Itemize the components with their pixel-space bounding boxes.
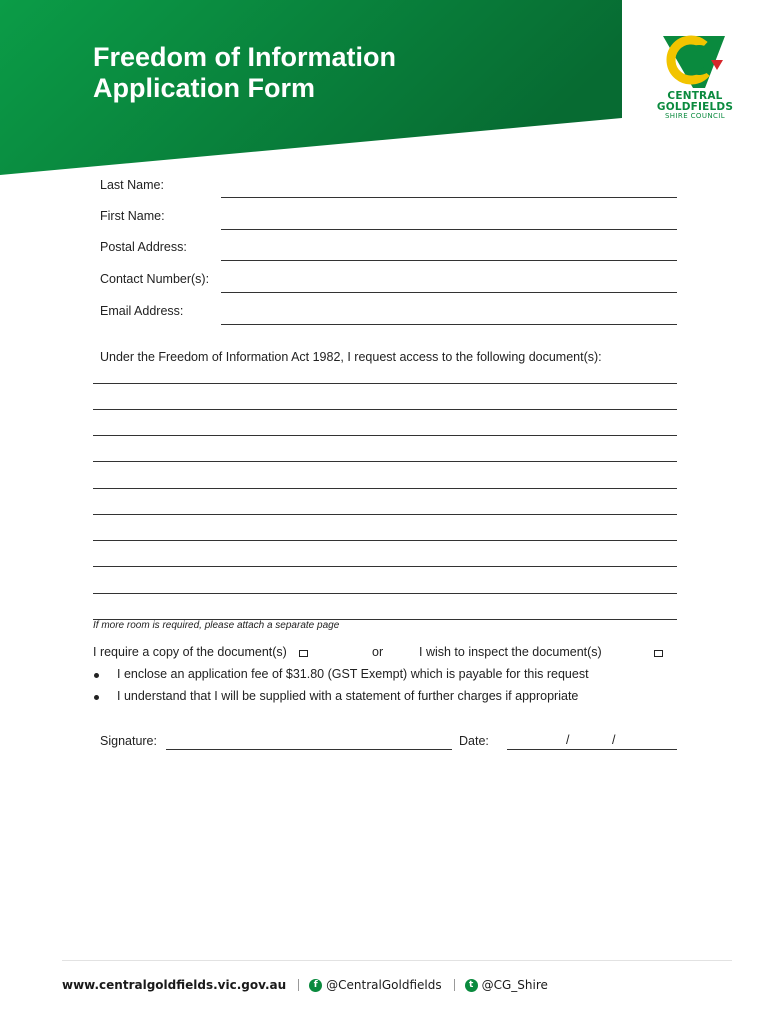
signature-label: Signature: [100,734,157,748]
first-name-label: First Name: [100,209,165,223]
facebook-handle[interactable]: @CentralGoldfields [326,978,442,992]
footer-divider [62,960,732,961]
request-line[interactable] [93,566,677,567]
request-line[interactable] [93,409,677,410]
request-line[interactable] [93,461,677,462]
email-address-label: Email Address: [100,304,184,318]
footer [62,975,548,995]
signature-field[interactable] [166,749,452,750]
twitter-icon: t [465,979,478,992]
inspect-option-label: I wish to inspect the document(s) [419,645,602,659]
date-field[interactable] [507,749,677,750]
first-name-field[interactable] [221,229,677,230]
last-name-label: Last Name: [100,178,164,192]
request-statement: Under the Freedom of Information Act 1982, I request access to the following document(s): [100,350,602,364]
extra-room-note: If more room is required, please attach a separate page [93,620,340,631]
copy-option-label: I require a copy of the document(s) [93,645,287,659]
title-line-1: Freedom of Information [93,42,396,72]
twitter-handle[interactable]: @CG_Shire [481,978,548,992]
postal-address-field[interactable] [221,260,677,261]
request-line[interactable] [93,383,677,384]
bullet-icon [94,673,99,678]
logo-name-line-1: CENTRAL [667,90,723,102]
request-line[interactable] [93,593,677,594]
declaration-fee: I enclose an application fee of $31.80 (GST Exempt) which is payable for this request [117,667,589,681]
request-line[interactable] [93,514,677,515]
logo-name-line-2: GOLDFIELDS [656,101,734,113]
email-address-field[interactable] [221,324,677,325]
website-link[interactable]: www.centralgoldfields.vic.gov.au [62,978,287,992]
logo-subtitle: SHIRE COUNCIL [664,112,726,120]
title-line-2: Application Form [93,73,315,103]
facebook-icon: f [309,979,322,992]
request-line[interactable] [93,540,677,541]
request-line[interactable] [93,435,677,436]
date-label: Date: [459,734,489,748]
contact-numbers-field[interactable] [221,292,677,293]
date-separator: / [566,733,570,747]
footer-separator [298,979,299,991]
contact-numbers-label: Contact Number(s): [100,272,210,286]
bullet-icon [94,695,99,700]
footer-separator [454,979,455,991]
declaration-charges: I understand that I will be supplied with a statement of further charges if appropriate [117,689,579,703]
date-separator: / [612,733,616,747]
postal-address-label: Postal Address: [100,240,187,254]
copy-checkbox[interactable] [299,650,308,657]
page-title [93,42,396,104]
or-label: or [372,645,384,659]
request-line[interactable] [93,488,677,489]
last-name-field[interactable] [221,197,677,198]
inspect-checkbox[interactable] [654,650,663,657]
